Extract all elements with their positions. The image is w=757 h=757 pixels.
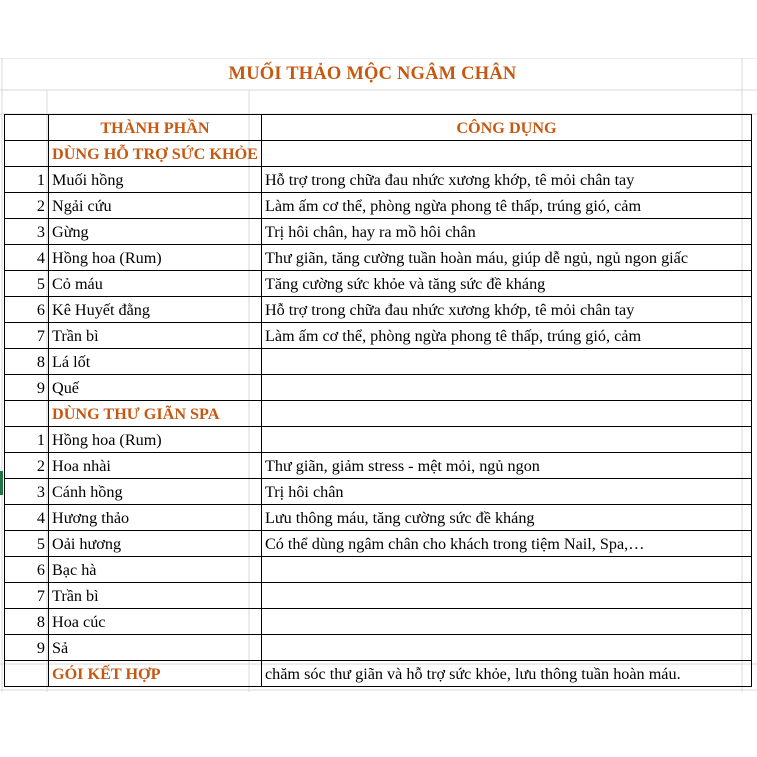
ingredient-name[interactable]: Bạc hà <box>49 557 262 583</box>
ingredient-row <box>5 323 752 349</box>
ingredient-row <box>5 245 752 271</box>
ingredient-usage[interactable]: Làm ấm cơ thể, phòng ngừa phong tê thấp, trúng gió, cảm <box>261 323 751 349</box>
row-number[interactable]: 3 <box>5 479 49 505</box>
section-num-cell[interactable] <box>5 141 49 167</box>
ingredient-row <box>5 297 752 323</box>
ingredient-name[interactable]: Hồng hoa (Rum) <box>49 245 262 271</box>
ingredient-name[interactable]: Hương thảo <box>49 505 262 531</box>
ingredient-name[interactable]: Muối hồng <box>49 167 262 193</box>
row-number[interactable]: 9 <box>5 375 49 401</box>
ingredient-usage[interactable]: Thư giãn, tăng cường tuần hoàn máu, giúp dễ ngủ, ngủ ngon giấc <box>261 245 751 271</box>
ingredient-name[interactable]: Hoa nhài <box>49 453 262 479</box>
ingredient-name[interactable]: Gừng <box>49 219 262 245</box>
ingredient-row <box>5 479 752 505</box>
ingredient-usage[interactable] <box>261 349 751 375</box>
combo-row <box>5 661 752 687</box>
row-number[interactable]: 7 <box>5 323 49 349</box>
header-row <box>5 115 752 141</box>
row-selection-marker <box>0 471 3 495</box>
ingredient-name[interactable]: Kê Huyết đằng <box>49 297 262 323</box>
ingredient-name[interactable]: Hồng hoa (Rum) <box>49 427 262 453</box>
ingredient-row <box>5 219 752 245</box>
ingredient-row <box>5 193 752 219</box>
row-number[interactable]: 6 <box>5 557 49 583</box>
row-number[interactable]: 4 <box>5 505 49 531</box>
ingredient-usage[interactable] <box>261 557 751 583</box>
ingredient-row <box>5 583 752 609</box>
ingredient-row <box>5 167 752 193</box>
ingredient-usage[interactable]: Có thể dùng ngâm chân cho khách trong tiệm Nail, Spa,… <box>261 531 751 557</box>
ingredient-name[interactable]: Lá lốt <box>49 349 262 375</box>
ingredient-row <box>5 427 752 453</box>
ingredient-usage[interactable] <box>261 583 751 609</box>
section-num-cell[interactable] <box>5 401 49 427</box>
ingredient-usage[interactable] <box>261 427 751 453</box>
row-number[interactable]: 8 <box>5 609 49 635</box>
ingredient-row <box>5 531 752 557</box>
ingredient-row <box>5 609 752 635</box>
ingredient-row <box>5 635 752 661</box>
row-number[interactable]: 4 <box>5 245 49 271</box>
section-row <box>5 401 752 427</box>
row-number[interactable]: 9 <box>5 635 49 661</box>
ingredients-table <box>4 114 752 687</box>
header-ingredient[interactable]: THÀNH PHẦN <box>49 115 262 141</box>
section-label[interactable]: DÙNG HỖ TRỢ SỨC KHỎE <box>49 141 262 167</box>
header-num-cell[interactable] <box>5 115 49 141</box>
row-number[interactable]: 2 <box>5 453 49 479</box>
ingredient-name[interactable]: Cánh hồng <box>49 479 262 505</box>
ingredient-row <box>5 349 752 375</box>
ingredient-name[interactable]: Cỏ máu <box>49 271 262 297</box>
combo-usage[interactable]: chăm sóc thư giãn và hỗ trợ sức khỏe, lưu thông tuần hoàn máu. <box>261 661 751 687</box>
row-number[interactable]: 5 <box>5 531 49 557</box>
ingredient-row <box>5 505 752 531</box>
ingredient-row <box>5 375 752 401</box>
row-number[interactable]: 6 <box>5 297 49 323</box>
ingredient-usage[interactable]: Tăng cường sức khỏe và tăng sức đề kháng <box>261 271 751 297</box>
row-number[interactable]: 2 <box>5 193 49 219</box>
ingredient-row <box>5 557 752 583</box>
ingredient-usage[interactable] <box>261 635 751 661</box>
ingredient-usage[interactable]: Hỗ trợ trong chữa đau nhức xương khớp, tê mỏi chân tay <box>261 167 751 193</box>
combo-num-cell[interactable] <box>5 661 49 687</box>
row-number[interactable]: 8 <box>5 349 49 375</box>
row-number[interactable]: 5 <box>5 271 49 297</box>
ingredient-row <box>5 453 752 479</box>
section-row <box>5 141 752 167</box>
sheet-title: MUỐI THẢO MỘC NGÂM CHÂN <box>228 64 517 84</box>
ingredient-usage[interactable]: Lưu thông máu, tăng cường sức đề kháng <box>261 505 751 531</box>
ingredient-name[interactable]: Trần bì <box>49 583 262 609</box>
ingredient-usage[interactable]: Thư giãn, giảm stress - mệt mỏi, ngủ ngon <box>261 453 751 479</box>
ingredient-name[interactable]: Trần bì <box>49 323 262 349</box>
row-number[interactable]: 3 <box>5 219 49 245</box>
header-usage[interactable]: CÔNG DỤNG <box>261 115 751 141</box>
combo-label[interactable]: GÓI KẾT HỢP <box>49 661 262 687</box>
ingredient-name[interactable]: Ngải cứu <box>49 193 262 219</box>
row-number[interactable]: 1 <box>5 167 49 193</box>
ingredient-usage[interactable] <box>261 609 751 635</box>
ingredient-usage[interactable]: Làm ấm cơ thể, phòng ngừa phong tê thấp, trúng gió, cảm <box>261 193 751 219</box>
ingredient-usage[interactable]: Trị hôi chân, hay ra mồ hôi chân <box>261 219 751 245</box>
ingredient-name[interactable]: Oải hương <box>49 531 262 557</box>
ingredient-usage[interactable]: Trị hôi chân <box>261 479 751 505</box>
section-usage-cell[interactable] <box>261 141 751 167</box>
ingredient-row <box>5 271 752 297</box>
section-usage-cell[interactable] <box>261 401 751 427</box>
ingredient-usage[interactable] <box>261 375 751 401</box>
section-label[interactable]: DÙNG THƯ GIÃN SPA <box>49 401 262 427</box>
ingredient-name[interactable]: Quế <box>49 375 262 401</box>
row-number[interactable]: 7 <box>5 583 49 609</box>
ingredient-usage[interactable]: Hỗ trợ trong chữa đau nhức xương khớp, tê mỏi chân tay <box>261 297 751 323</box>
ingredient-name[interactable]: Sả <box>49 635 262 661</box>
spreadsheet <box>0 58 757 692</box>
ingredient-name[interactable]: Hoa cúc <box>49 609 262 635</box>
row-number[interactable]: 1 <box>5 427 49 453</box>
